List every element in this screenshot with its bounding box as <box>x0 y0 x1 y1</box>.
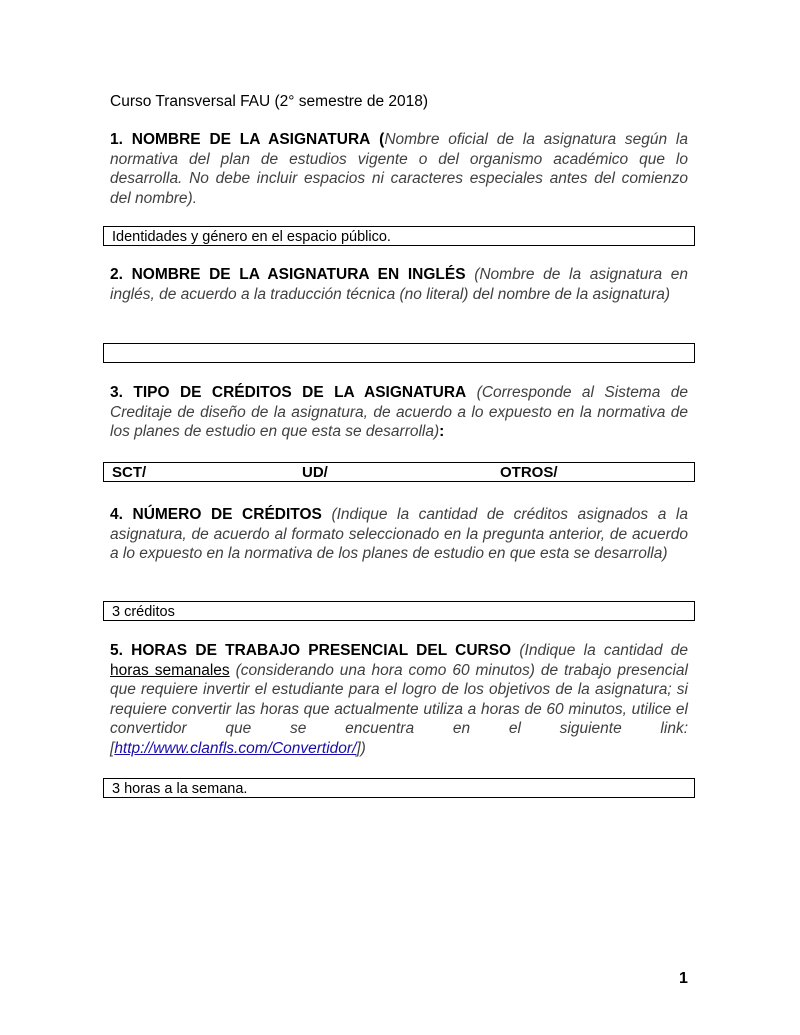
section-2-description: Nombre de la asignatura en inglés, de acuerdo a la traducción técnica (no literal) del nombre de la asignatura) <box>110 266 688 303</box>
section-2-open-paren: ( <box>474 266 480 283</box>
section-5-answer-box[interactable] <box>103 778 695 798</box>
section-3-colon: : <box>439 423 445 440</box>
section-3 <box>110 383 688 442</box>
credit-type-box[interactable] <box>103 462 695 482</box>
section-5-description-c: ]) <box>356 739 366 757</box>
section-4-open-paren: ( <box>331 506 337 523</box>
credit-type-sct[interactable]: SCT/ <box>112 464 147 481</box>
section-2-title: 2. NOMBRE DE LA ASIGNATURA EN INGLÉS <box>110 266 466 283</box>
credit-type-otros[interactable]: OTROS/ <box>500 464 558 481</box>
credit-type-ud[interactable]: UD/ <box>302 464 328 481</box>
section-2-answer-box[interactable] <box>103 343 695 363</box>
section-4-title: 4. NÚMERO DE CRÉDITOS <box>110 506 322 523</box>
section-4-description: Indique la cantidad de créditos asignados a la asignatura, de acuerdo al formato seleccionado en la pregunta anterior, de acuerdo a lo expuesto en la normativa de los planes de estudio en que esta se desarrolla) <box>110 506 689 562</box>
section-5-title: 5. HORAS DE TRABAJO PRESENCIAL DEL CURSO <box>110 642 512 659</box>
section-5-open-paren: ( <box>519 642 525 659</box>
section-4 <box>110 505 688 564</box>
section-3-title: 3. TIPO DE CRÉDITOS DE LA ASIGNATURA <box>110 384 467 401</box>
section-1 <box>110 130 688 208</box>
section-1-title: 1. NOMBRE DE LA ASIGNATURA <box>110 131 371 148</box>
section-5-answer: 3 horas a la semana. <box>112 781 248 797</box>
page-number: 1 <box>679 970 688 987</box>
section-1-open-paren: ( <box>379 131 385 148</box>
section-5-description-a: Indique la cantidad de <box>524 642 689 659</box>
section-5-description-b: (considerando una hora como 60 minutos) de trabajo presencial que requiere invertir el estudiante para el logro de los objetivos de la asignatura; si requiere convertir las horas que actualmente utiliza a horas de 60 minutos, utilice el convertidor que se encuentra en el siguiente link: [ <box>110 661 688 757</box>
section-4-answer: 3 créditos <box>112 604 175 620</box>
section-2 <box>110 265 688 304</box>
section-3-open-paren: ( <box>476 384 482 401</box>
section-1-description: Nombre oficial de la asignatura según la normativa del plan de estudios vigente o del organismo académico que lo desarrolla. No debe incluir espacios ni caracteres especiales antes del comienzo del nombre). <box>110 131 688 207</box>
section-1-answer-box[interactable] <box>103 226 695 246</box>
section-5-underlined-text: horas semanales <box>110 661 230 679</box>
course-header: Curso Transversal FAU (2° semestre de 2018) <box>110 93 429 110</box>
converter-link[interactable]: http://www.clanfls.com/Convertidor/ <box>114 739 357 757</box>
section-3-description: Corresponde al Sistema de Creditaje de diseño de la asignatura, de acuerdo a lo expuesto en la normativa de los planes de estudio en que esta se desarrolla) <box>110 384 689 440</box>
section-4-answer-box[interactable] <box>103 601 695 621</box>
section-1-answer: Identidades y género en el espacio público. <box>112 229 391 245</box>
section-5 <box>110 641 688 758</box>
